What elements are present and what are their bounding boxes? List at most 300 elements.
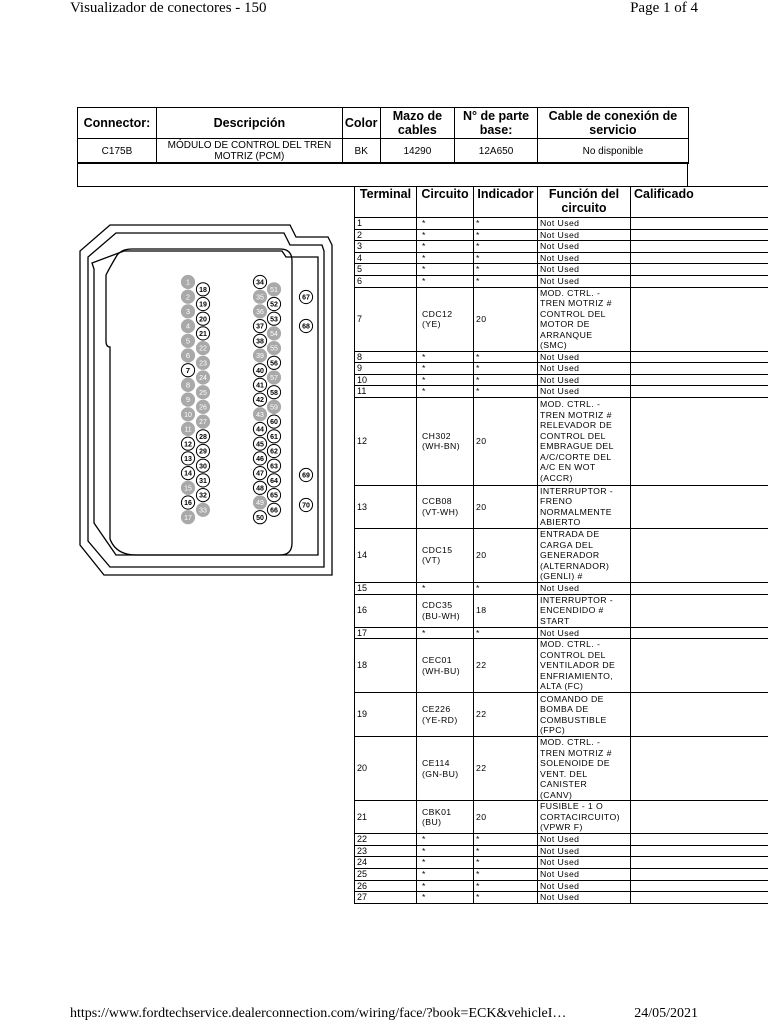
function-cell: Not Used — [538, 229, 631, 241]
terminal-cell: 18 — [355, 639, 417, 693]
svg-text:6: 6 — [185, 351, 191, 361]
connector-pin-1 — [181, 275, 194, 288]
terminal-cell: 17 — [355, 627, 417, 639]
pinout-table — [354, 186, 768, 904]
connector-pin-23 — [196, 356, 209, 369]
page-number: Page 1 of 4 — [630, 0, 698, 16]
terminal-cell: 15 — [355, 582, 417, 594]
page-header-title: Visualizador de conectores - 150 — [70, 0, 267, 16]
terminal-cell: 2 — [355, 229, 417, 241]
connector-pin-68 — [299, 319, 312, 332]
svg-text:54: 54 — [270, 331, 278, 338]
svg-text:3: 3 — [185, 307, 191, 316]
svg-text:39: 39 — [256, 353, 264, 361]
function-cell: ENTRADA DE CARGA DEL GENERADOR (ALTERNADOR) (GENLI) # — [538, 528, 631, 582]
connector-pin-24 — [196, 371, 209, 384]
connector-pin-21 — [196, 327, 209, 340]
table-row — [355, 801, 768, 834]
pinout-header-row — [355, 187, 768, 218]
svg-text:31: 31 — [199, 478, 207, 485]
svg-text:2: 2 — [185, 292, 191, 302]
table-row — [355, 845, 768, 857]
connector-pin-70 — [299, 498, 312, 511]
svg-text:49: 49 — [256, 500, 264, 508]
svg-text:21: 21 — [199, 331, 207, 338]
connector-pin-46 — [253, 452, 266, 465]
connector-pin-8 — [181, 378, 194, 391]
connector-pin-39 — [253, 349, 266, 362]
summary-header-cell: N° de parte base: — [455, 108, 538, 139]
function-cell: Not Used — [538, 363, 631, 375]
circuit-cell: CE114 (GN-BU) — [417, 737, 474, 801]
connector-pin-60 — [267, 415, 280, 428]
qualifier-cell — [631, 397, 768, 485]
table-row — [355, 397, 768, 485]
function-cell: Not Used — [538, 857, 631, 869]
gauge-cell: 22 — [474, 639, 538, 693]
table-row — [355, 892, 768, 904]
circuit-cell: CDC15 (VT) — [417, 528, 474, 582]
table-row — [355, 737, 768, 801]
gauge-cell: 20 — [474, 397, 538, 485]
summary-header-row — [78, 108, 689, 139]
circuit-cell: * — [417, 868, 474, 880]
connector-pin-47 — [253, 467, 266, 480]
circuit-cell: * — [417, 218, 474, 230]
function-cell: Not Used — [538, 351, 631, 363]
function-cell: Not Used — [538, 582, 631, 594]
svg-text:19: 19 — [199, 301, 207, 309]
connector-pin-25 — [196, 386, 209, 399]
svg-text:26: 26 — [199, 404, 207, 412]
gauge-cell: * — [474, 868, 538, 880]
qualifier-cell — [631, 627, 768, 639]
footer-url: https://www.fordtechservice.dealerconnection.com/wiring/face/?book=ECK&vehicleI… — [70, 1006, 567, 1021]
connector-pin-7 — [181, 364, 194, 377]
svg-text:35: 35 — [256, 294, 264, 302]
svg-text:44: 44 — [256, 426, 264, 434]
svg-text:69: 69 — [302, 472, 310, 480]
function-cell: Not Used — [538, 834, 631, 846]
table-row — [355, 264, 768, 276]
connector-pin-69 — [299, 468, 312, 481]
connector-pin-18 — [196, 283, 209, 296]
table-row — [355, 693, 768, 737]
connector-pin-38 — [253, 334, 266, 347]
svg-text:13: 13 — [184, 456, 192, 463]
svg-text:33: 33 — [199, 507, 207, 515]
table-row — [355, 252, 768, 264]
circuit-cell: * — [417, 857, 474, 869]
connector-face-diagram — [70, 223, 350, 583]
svg-text:16: 16 — [184, 500, 192, 508]
connector-pin-5 — [181, 334, 194, 347]
circuit-cell: CCB08 (VT-WH) — [417, 485, 474, 528]
function-cell: Not Used — [538, 386, 631, 398]
svg-text:11: 11 — [184, 426, 192, 434]
terminal-cell: 13 — [355, 485, 417, 528]
circuit-cell: * — [417, 892, 474, 904]
svg-text:14: 14 — [184, 470, 192, 478]
svg-text:10: 10 — [184, 411, 192, 419]
terminal-cell: 24 — [355, 857, 417, 869]
table-row — [355, 218, 768, 230]
terminal-cell: 6 — [355, 275, 417, 287]
terminal-cell: 23 — [355, 845, 417, 857]
pinout-table-viewport — [354, 186, 768, 906]
table-row — [355, 275, 768, 287]
connector-pin-45 — [253, 437, 266, 450]
circuit-cell: * — [417, 834, 474, 846]
circuit-cell: * — [417, 252, 474, 264]
connector-pin-62 — [267, 444, 280, 457]
svg-text:45: 45 — [256, 441, 264, 449]
terminal-cell: 4 — [355, 252, 417, 264]
svg-text:51: 51 — [270, 286, 278, 294]
summary-value-cell: C175B — [78, 139, 157, 164]
connector-pin-37 — [253, 320, 266, 333]
gauge-cell: * — [474, 264, 538, 276]
svg-text:48: 48 — [256, 485, 264, 493]
connector-pin-26 — [196, 400, 209, 413]
terminal-cell: 16 — [355, 594, 417, 627]
connector-pin-49 — [253, 496, 266, 509]
svg-text:47: 47 — [256, 470, 264, 478]
svg-text:36: 36 — [256, 309, 264, 316]
connector-pin-4 — [181, 320, 194, 333]
svg-text:43: 43 — [256, 411, 264, 419]
summary-blank-row — [77, 162, 688, 187]
svg-text:62: 62 — [270, 448, 278, 456]
function-cell: Not Used — [538, 374, 631, 386]
column-header-circuit: Circuito — [417, 187, 474, 218]
qualifier-cell — [631, 264, 768, 276]
connector-pin-36 — [253, 305, 266, 318]
table-row — [355, 880, 768, 892]
svg-text:25: 25 — [199, 389, 207, 397]
terminal-cell: 8 — [355, 351, 417, 363]
connector-pin-10 — [181, 408, 194, 421]
circuit-cell: * — [417, 229, 474, 241]
svg-text:20: 20 — [199, 316, 207, 324]
terminal-cell: 21 — [355, 801, 417, 834]
gauge-cell: * — [474, 880, 538, 892]
connector-pin-17 — [181, 511, 194, 524]
terminal-cell: 25 — [355, 868, 417, 880]
qualifier-cell — [631, 834, 768, 846]
circuit-cell: CEC01 (WH-BU) — [417, 639, 474, 693]
table-row — [355, 594, 768, 627]
table-row — [355, 485, 768, 528]
connector-pin-layer — [181, 275, 312, 523]
function-cell: Not Used — [538, 845, 631, 857]
svg-text:23: 23 — [199, 360, 207, 368]
qualifier-cell — [631, 374, 768, 386]
connector-pin-59 — [267, 400, 280, 413]
circuit-cell: CDC35 (BU-WH) — [417, 594, 474, 627]
column-header-terminal: Terminal — [355, 187, 417, 218]
svg-text:53: 53 — [270, 316, 278, 324]
svg-text:17: 17 — [184, 514, 192, 522]
connector-pin-9 — [181, 393, 194, 406]
summary-header-cell: Color — [342, 108, 380, 139]
function-cell: FUSIBLE - 1 O CORTACIRCUITO) (VPWR F) — [538, 801, 631, 834]
circuit-cell: * — [417, 627, 474, 639]
circuit-cell: * — [417, 845, 474, 857]
svg-text:56: 56 — [270, 360, 278, 368]
qualifier-cell — [631, 252, 768, 264]
qualifier-cell — [631, 582, 768, 594]
function-cell: Not Used — [538, 275, 631, 287]
function-cell: Not Used — [538, 892, 631, 904]
qualifier-cell — [631, 639, 768, 693]
table-row — [355, 241, 768, 253]
function-cell: MOD. CTRL. - TREN MOTRIZ # RELEVADOR DE CONTROL DEL EMBRAGUE DEL A/C/CORTE DEL A/C EN WOT (ACCR) — [538, 397, 631, 485]
gauge-cell: 22 — [474, 693, 538, 737]
svg-text:27: 27 — [199, 419, 207, 427]
function-cell: Not Used — [538, 627, 631, 639]
circuit-cell: CH302 (WH-BN) — [417, 397, 474, 485]
gauge-cell: 20 — [474, 287, 538, 351]
svg-text:7: 7 — [185, 365, 191, 375]
connector-pin-48 — [253, 481, 266, 494]
summary-header-cell: Connector: — [78, 108, 157, 139]
svg-text:61: 61 — [270, 433, 278, 441]
terminal-cell: 11 — [355, 386, 417, 398]
terminal-cell: 22 — [355, 834, 417, 846]
circuit-cell: * — [417, 241, 474, 253]
svg-text:59: 59 — [270, 404, 278, 412]
connector-pin-42 — [253, 393, 266, 406]
svg-text:55: 55 — [270, 345, 278, 353]
svg-text:12: 12 — [184, 441, 192, 449]
gauge-cell: * — [474, 845, 538, 857]
connector-housing-outline — [80, 225, 332, 575]
terminal-cell: 9 — [355, 363, 417, 375]
terminal-cell: 26 — [355, 880, 417, 892]
circuit-cell: CDC12 (YE) — [417, 287, 474, 351]
connector-pin-55 — [267, 342, 280, 355]
table-row — [355, 627, 768, 639]
svg-text:52: 52 — [270, 301, 278, 309]
qualifier-cell — [631, 801, 768, 834]
connector-pin-61 — [267, 430, 280, 443]
gauge-cell: * — [474, 386, 538, 398]
connector-pin-67 — [299, 290, 312, 303]
connector-pin-28 — [196, 430, 209, 443]
table-row — [355, 351, 768, 363]
svg-text:18: 18 — [199, 286, 207, 294]
connector-pin-57 — [267, 371, 280, 384]
connector-pin-33 — [196, 503, 209, 516]
svg-text:22: 22 — [199, 345, 207, 353]
qualifier-cell — [631, 241, 768, 253]
terminal-cell: 3 — [355, 241, 417, 253]
function-cell: INTERRUPTOR - FRENO NORMALMENTE ABIERTO — [538, 485, 631, 528]
svg-text:67: 67 — [302, 294, 310, 302]
summary-value-row — [78, 139, 689, 164]
table-row — [355, 229, 768, 241]
svg-text:41: 41 — [256, 382, 264, 390]
summary-value-cell: 14290 — [380, 139, 455, 164]
qualifier-cell — [631, 287, 768, 351]
circuit-cell: CE226 (YE-RD) — [417, 693, 474, 737]
circuit-cell: CBK01 (BU) — [417, 801, 474, 834]
svg-text:9: 9 — [185, 395, 191, 405]
terminal-cell: 5 — [355, 264, 417, 276]
svg-text:30: 30 — [199, 463, 207, 471]
table-row — [355, 582, 768, 594]
circuit-cell: * — [417, 880, 474, 892]
svg-text:8: 8 — [185, 380, 191, 390]
gauge-cell: 20 — [474, 485, 538, 528]
connector-pin-58 — [267, 386, 280, 399]
qualifier-cell — [631, 892, 768, 904]
function-cell: Not Used — [538, 264, 631, 276]
connector-pin-66 — [267, 503, 280, 516]
svg-text:65: 65 — [270, 492, 278, 500]
summary-value-cell: No disponible — [537, 139, 688, 164]
gauge-cell: * — [474, 857, 538, 869]
terminal-cell: 19 — [355, 693, 417, 737]
connector-pin-64 — [267, 474, 280, 487]
connector-pin-13 — [181, 452, 194, 465]
connector-pin-29 — [196, 444, 209, 457]
qualifier-cell — [631, 275, 768, 287]
circuit-cell: * — [417, 363, 474, 375]
connector-pin-6 — [181, 349, 194, 362]
function-cell: Not Used — [538, 241, 631, 253]
connector-pin-12 — [181, 437, 194, 450]
svg-text:46: 46 — [256, 456, 264, 463]
gauge-cell: * — [474, 627, 538, 639]
function-cell: Not Used — [538, 880, 631, 892]
qualifier-cell — [631, 229, 768, 241]
gauge-cell: * — [474, 229, 538, 241]
gauge-cell: * — [474, 892, 538, 904]
qualifier-cell — [631, 363, 768, 375]
gauge-cell: 18 — [474, 594, 538, 627]
connector-pin-65 — [267, 489, 280, 502]
svg-text:34: 34 — [256, 279, 264, 287]
circuit-cell: * — [417, 351, 474, 363]
gauge-cell: * — [474, 363, 538, 375]
connector-pin-35 — [253, 290, 266, 303]
terminal-cell: 10 — [355, 374, 417, 386]
column-header-function: Función del circuito — [538, 187, 631, 218]
gauge-cell: 22 — [474, 737, 538, 801]
circuit-cell: * — [417, 275, 474, 287]
qualifier-cell — [631, 868, 768, 880]
svg-text:4: 4 — [185, 321, 191, 331]
svg-text:15: 15 — [184, 485, 192, 493]
summary-value-cell: BK — [342, 139, 380, 164]
terminal-cell: 7 — [355, 287, 417, 351]
connector-pin-19 — [196, 297, 209, 310]
svg-text:50: 50 — [256, 514, 264, 522]
circuit-cell: * — [417, 582, 474, 594]
svg-text:42: 42 — [256, 397, 264, 405]
connector-pin-63 — [267, 459, 280, 472]
table-row — [355, 287, 768, 351]
connector-pin-53 — [267, 312, 280, 325]
terminal-cell: 12 — [355, 397, 417, 485]
gauge-cell: * — [474, 241, 538, 253]
connector-pin-34 — [253, 275, 266, 288]
table-row — [355, 639, 768, 693]
column-header-qualifier: Calificado — [631, 187, 768, 218]
summary-header-cell: Descripción — [156, 108, 342, 139]
svg-text:66: 66 — [270, 507, 278, 515]
qualifier-cell — [631, 218, 768, 230]
terminal-cell: 1 — [355, 218, 417, 230]
summary-value-cell: MÓDULO DE CONTROL DEL TREN MOTRIZ (PCM) — [156, 139, 342, 164]
footer-date: 24/05/2021 — [634, 1006, 698, 1021]
svg-text:40: 40 — [256, 367, 264, 375]
connector-pin-32 — [196, 489, 209, 502]
summary-header-cell: Mazo de cables — [380, 108, 455, 139]
svg-text:57: 57 — [270, 375, 278, 383]
table-row — [355, 868, 768, 880]
terminal-cell: 27 — [355, 892, 417, 904]
connector-pin-16 — [181, 496, 194, 509]
function-cell: MOD. CTRL. - CONTROL DEL VENTILADOR DE ENFRIAMIENTO, ALTA (FC) — [538, 639, 631, 693]
connector-pin-2 — [181, 290, 194, 303]
svg-text:28: 28 — [199, 433, 207, 441]
gauge-cell: 20 — [474, 528, 538, 582]
connector-pin-22 — [196, 342, 209, 355]
connector-pin-50 — [253, 511, 266, 524]
qualifier-cell — [631, 880, 768, 892]
connector-pin-31 — [196, 474, 209, 487]
function-cell: COMANDO DE BOMBA DE COMBUSTIBLE (FPC) — [538, 693, 631, 737]
svg-text:37: 37 — [256, 323, 264, 331]
svg-text:32: 32 — [199, 492, 207, 500]
connector-pin-15 — [181, 481, 194, 494]
connector-pin-27 — [196, 415, 209, 428]
circuit-cell: * — [417, 374, 474, 386]
svg-text:5: 5 — [185, 336, 191, 346]
table-row — [355, 857, 768, 869]
gauge-cell: * — [474, 582, 538, 594]
connector-pin-44 — [253, 422, 266, 435]
svg-text:63: 63 — [270, 463, 278, 471]
qualifier-cell — [631, 693, 768, 737]
table-row — [355, 386, 768, 398]
qualifier-cell — [631, 485, 768, 528]
svg-text:29: 29 — [199, 448, 207, 456]
table-row — [355, 374, 768, 386]
qualifier-cell — [631, 857, 768, 869]
table-row — [355, 528, 768, 582]
svg-text:38: 38 — [256, 338, 264, 346]
function-cell: Not Used — [538, 252, 631, 264]
gauge-cell: * — [474, 218, 538, 230]
qualifier-cell — [631, 594, 768, 627]
svg-text:68: 68 — [302, 323, 310, 331]
svg-text:70: 70 — [302, 502, 310, 510]
connector-pin-30 — [196, 459, 209, 472]
connector-summary-table — [77, 107, 689, 164]
svg-text:64: 64 — [270, 478, 278, 485]
svg-text:60: 60 — [270, 419, 278, 427]
svg-text:24: 24 — [199, 375, 207, 383]
gauge-cell: * — [474, 834, 538, 846]
connector-pin-43 — [253, 408, 266, 421]
connector-pin-40 — [253, 364, 266, 377]
qualifier-cell — [631, 386, 768, 398]
connector-pin-14 — [181, 467, 194, 480]
